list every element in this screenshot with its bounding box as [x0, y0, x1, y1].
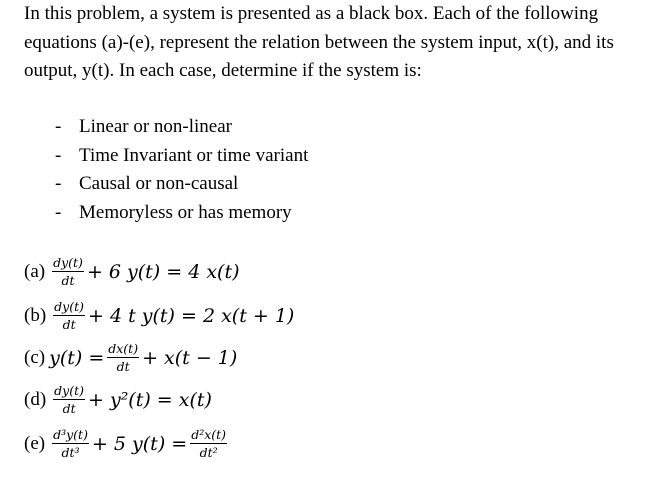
problem-intro: In this problem, a system is presented as a black box. Each of the following equations (a)-(e), represent the relation between the system input, x(t), and its output, y(t). In each case, determine if the system is:	[24, 3, 614, 81]
equation-label: (b)	[24, 305, 47, 326]
derivative-fraction	[52, 428, 89, 460]
list-item: - Time Invariant or time variant	[55, 144, 309, 166]
fraction-denominator: dt³	[61, 445, 80, 460]
equation-label: (d)	[24, 389, 47, 410]
fraction-denominator: dt	[116, 359, 130, 374]
list-item: - Linear or non-linear	[55, 116, 232, 137]
fraction-denominator: dt²	[199, 445, 218, 460]
equation-rest: + 5 y(t) =	[91, 433, 188, 455]
property-list	[55, 113, 308, 227]
equation-label: (a)	[24, 261, 46, 282]
equation-label: (c)	[24, 347, 46, 368]
derivative-fraction	[52, 256, 84, 288]
bullet-text: Linear or non-linear	[79, 116, 232, 137]
equation-rest: + x(t − 1)	[142, 347, 238, 369]
fraction-denominator: dt	[62, 401, 76, 416]
bullet-text: Time Invariant or time variant	[79, 144, 309, 166]
fraction-denominator: dt	[62, 317, 76, 332]
bullet-text: Memoryless or has memory	[79, 201, 292, 223]
fraction-numerator: dy(t)	[53, 255, 83, 270]
fraction-numerator: dx(t)	[108, 341, 139, 356]
equation-a	[24, 250, 240, 294]
equation-rest: + y²(t) = x(t)	[88, 389, 212, 411]
fraction-numerator: dy(t)	[54, 383, 84, 398]
fraction-numerator: d²x(t)	[191, 427, 227, 442]
fraction-numerator: dy(t)	[54, 299, 84, 314]
derivative-fraction	[53, 384, 85, 416]
derivative-fraction	[107, 342, 139, 374]
fraction-denominator: dt	[61, 273, 75, 288]
equation-c	[24, 336, 237, 380]
equation-b	[24, 294, 294, 338]
equation-e	[24, 422, 230, 466]
equation-prefix: y(t) =	[49, 347, 105, 369]
derivative-fraction-rhs	[190, 428, 227, 460]
equation-label: (e)	[24, 433, 46, 454]
list-item: - Causal or non-causal	[55, 173, 239, 194]
list-item: - Memoryless or has memory	[55, 201, 292, 223]
equation-rest: + 6 y(t) = 4 x(t)	[86, 261, 240, 283]
equation-rest: + 4 t y(t) = 2 x(t + 1)	[88, 305, 295, 327]
bullet-text: Causal or non-causal	[79, 173, 239, 194]
fraction-numerator: d³y(t)	[53, 427, 88, 442]
derivative-fraction	[53, 300, 85, 332]
equation-d	[24, 378, 212, 422]
